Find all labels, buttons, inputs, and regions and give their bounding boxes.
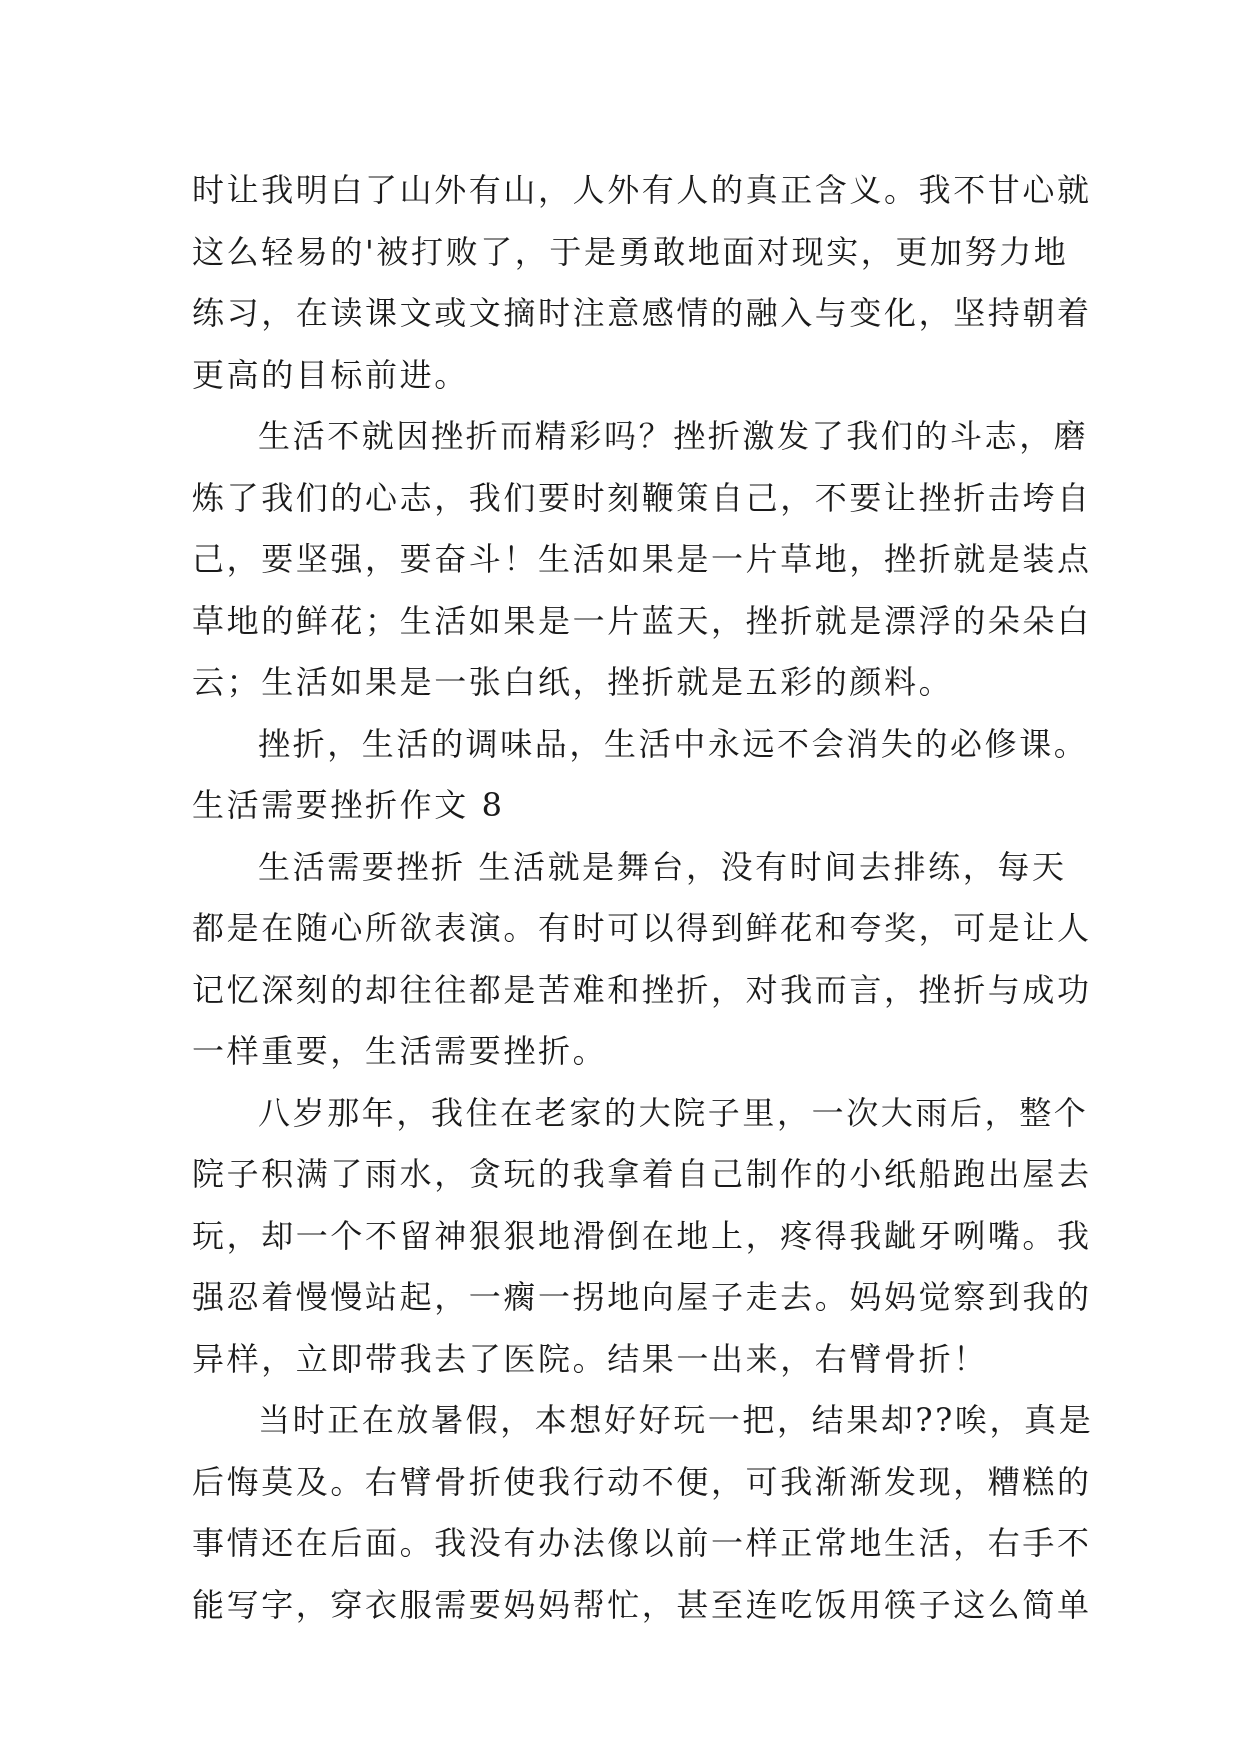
text-line: 云；生活如果是一张白纸，挫折就是五彩的颜料。	[192, 663, 954, 701]
document-body	[192, 160, 1094, 1636]
text-line: 己，要坚强，要奋斗！生活如果是一片草地，挫折就是装点	[192, 540, 1092, 578]
text-line: 时让我明白了山外有山，人外有人的真正含义。我不甘心就	[192, 171, 1092, 209]
text-line: 草地的鲜花；生活如果是一片蓝天，挫折就是漂浮的朵朵白	[192, 601, 1092, 640]
paragraph-start-line: 生活需要挫折 生活就是舞台，没有时间去排练，每天	[258, 847, 1067, 886]
paragraph-start-line: 当时正在放暑假，本想好好玩一把，结果却??唉，真是	[258, 1401, 1094, 1439]
essay-heading: 生活需要挫折作文 8	[192, 786, 505, 824]
paragraph-start-line: 八岁那年，我住在老家的大院子里，一次大雨后，整个	[258, 1093, 1089, 1132]
text-line: 记忆深刻的却往往都是苦难和挫折，对我而言，挫折与成功	[192, 970, 1092, 1009]
paragraph-start-line: 挫折，生活的调味品，生活中永远不会消失的必修课。	[258, 724, 1089, 763]
text-line: 后悔莫及。右臂骨折使我行动不便，可我渐渐发现，糟糕的	[192, 1462, 1092, 1501]
paragraph-start-line: 生活不就因挫折而精彩吗？挫折激发了我们的斗志，磨	[258, 417, 1089, 455]
text-line: 玩，却一个不留神狠狠地滑倒在地上，疼得我龇牙咧嘴。我	[192, 1216, 1092, 1255]
text-line: 事情还在后面。我没有办法像以前一样正常地生活，右手不	[192, 1524, 1092, 1562]
text-line: 院子积满了雨水，贪玩的我拿着自己制作的小纸船跑出屋去	[192, 1155, 1092, 1193]
text-line: 异样，立即带我去了医院。结果一出来，右臂骨折！	[192, 1339, 988, 1378]
text-line: 更高的目标前进。	[192, 355, 469, 394]
text-line: 都是在随心所欲表演。有时可以得到鲜花和夸奖，可是让人	[192, 909, 1092, 947]
text-line: 练习，在读课文或文摘时注意感情的融入与变化，坚持朝着	[192, 294, 1092, 332]
text-line: 强忍着慢慢站起，一瘸一拐地向屋子走去。妈妈觉察到我的	[192, 1278, 1092, 1316]
text-line: 一样重要，生活需要挫折。	[192, 1032, 608, 1070]
text-line: 能写字，穿衣服需要妈妈帮忙，甚至连吃饭用筷子这么简单	[192, 1585, 1092, 1624]
text-line: 这么轻易的'被打败了，于是勇敢地面对现实，更加努力地	[192, 232, 1069, 271]
text-line: 炼了我们的心志，我们要时刻鞭策自己，不要让挫折击垮自	[192, 478, 1092, 517]
